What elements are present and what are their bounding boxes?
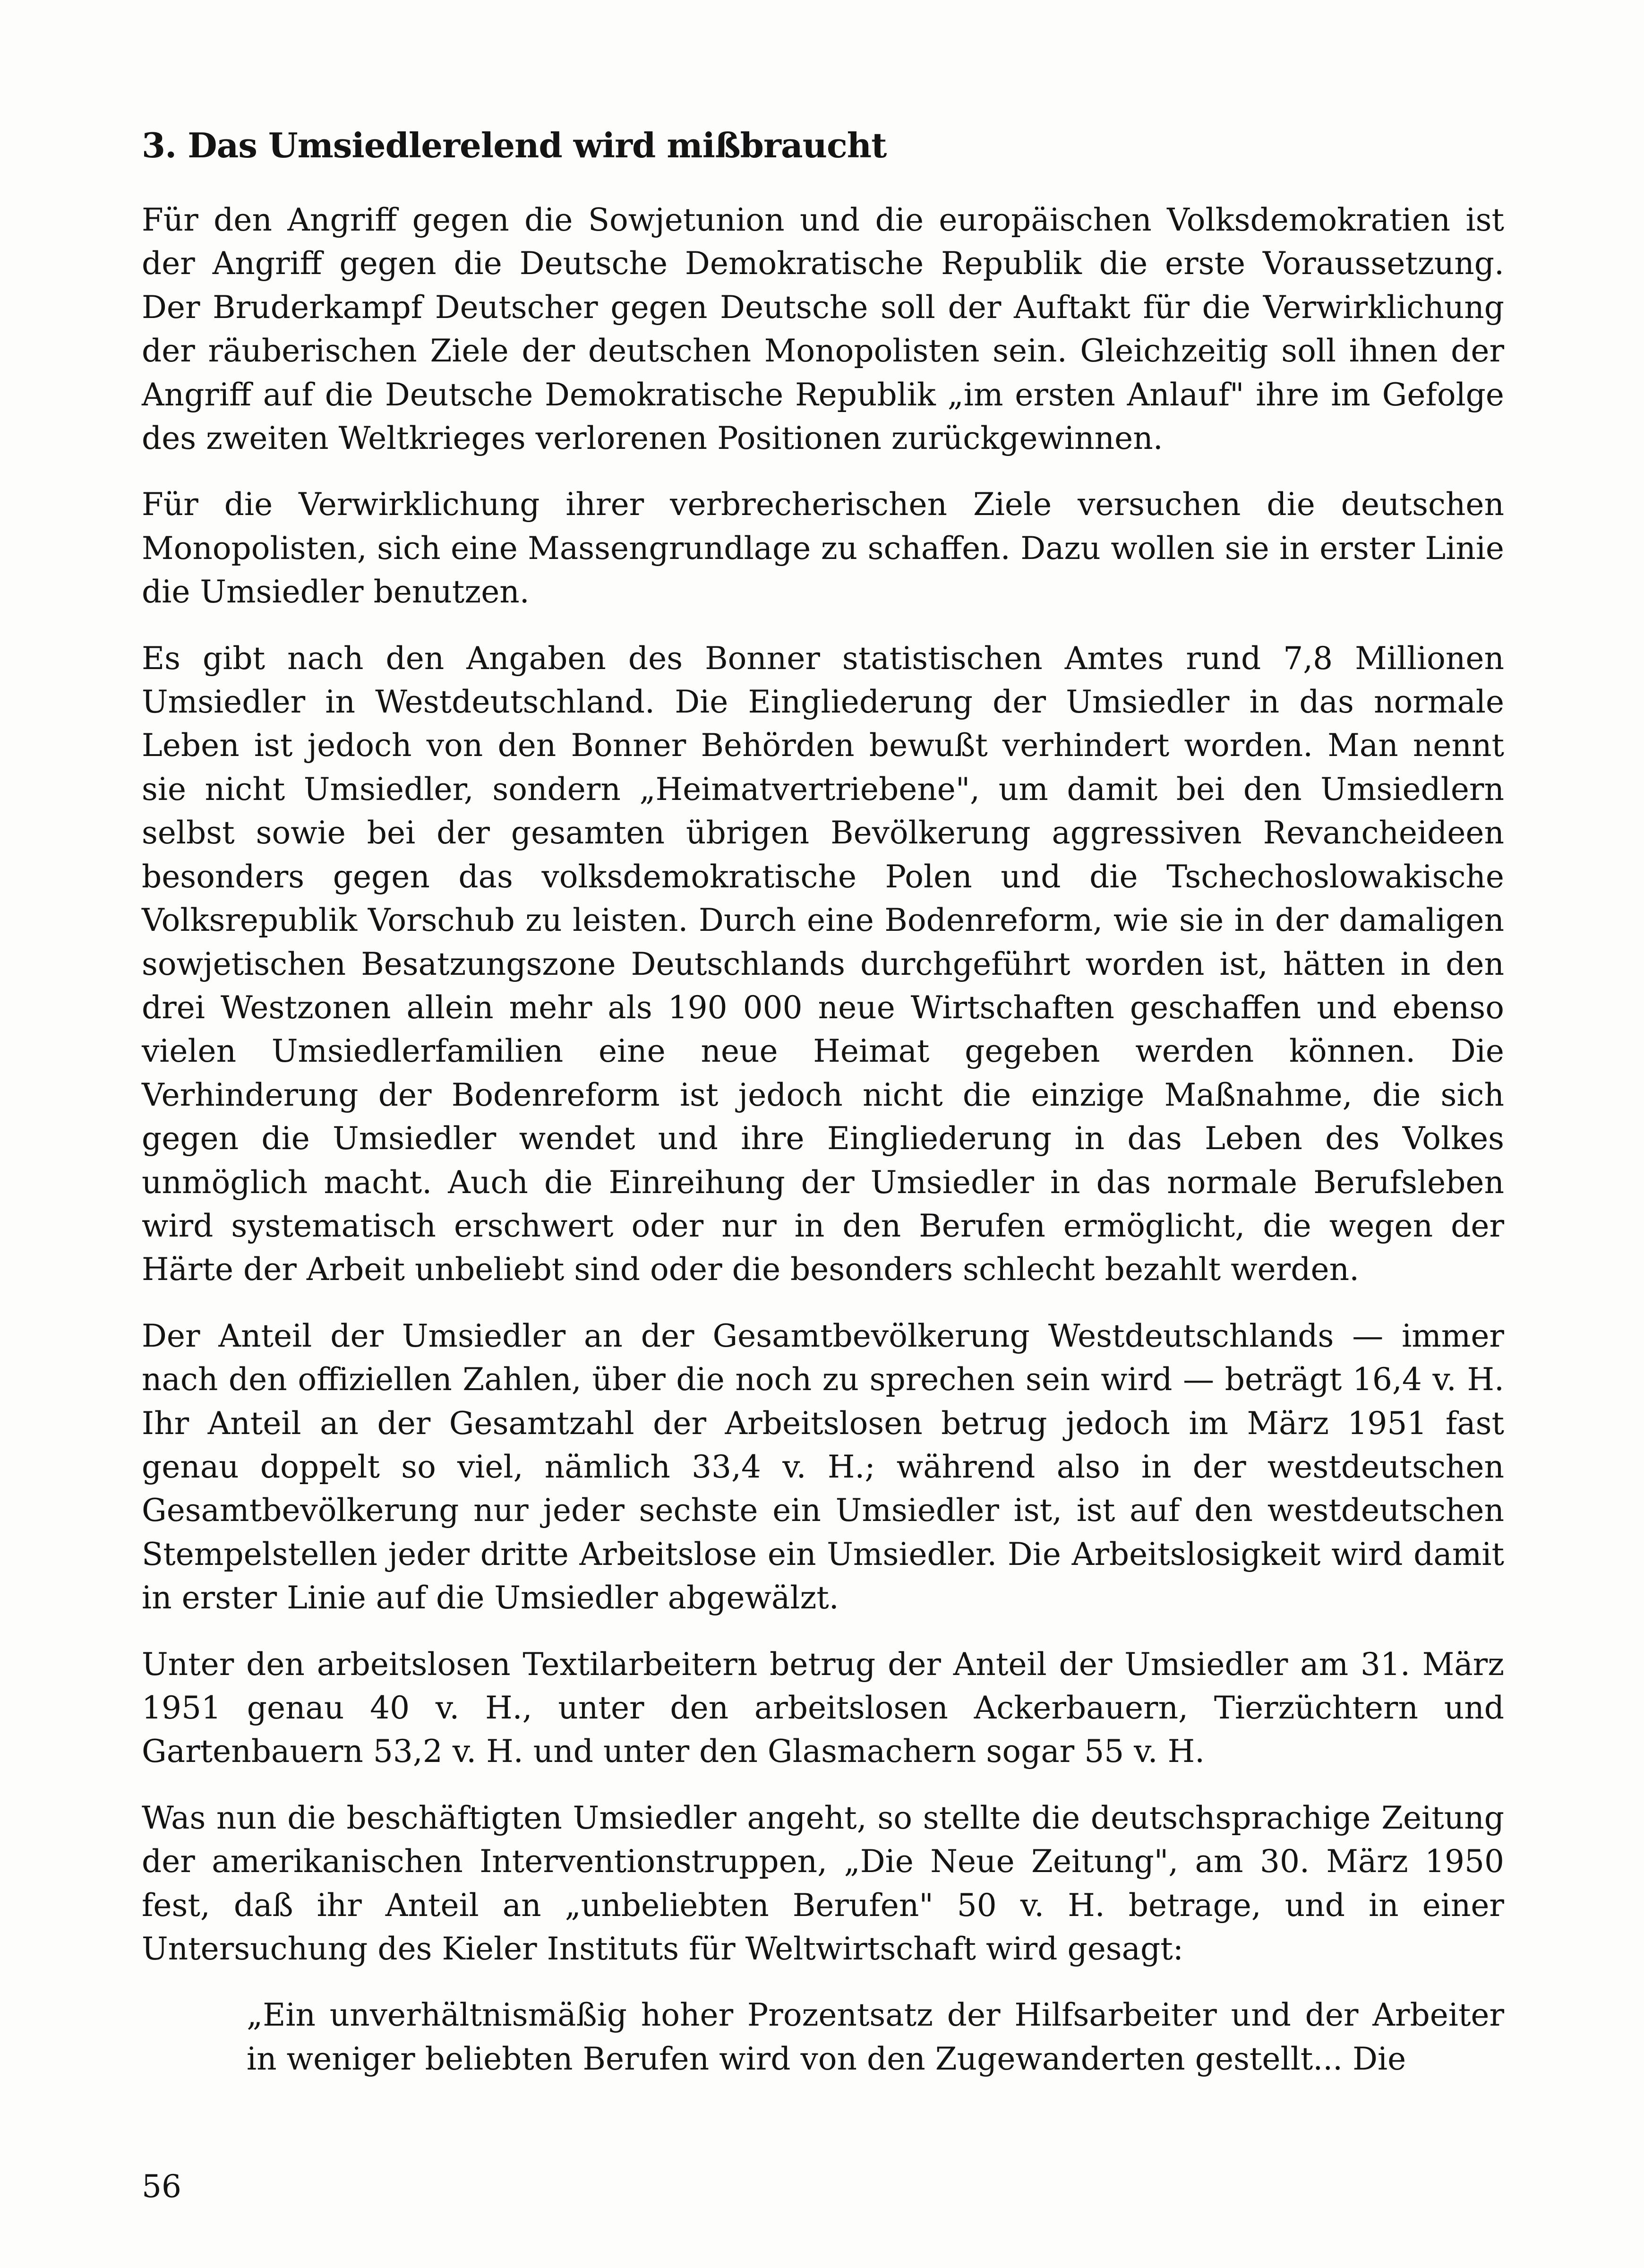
paragraph-1: Für den Angriff gegen die Sowjetunion und die europäischen Volksdemokratien ist der Angriff gegen die Deutsche Demokratische Republik die erste Voraussetzung. Der Bruderkampf Deutscher gegen Deutsche soll der Auftakt für die Verwirklichung der räuberischen Ziele der deutschen Monopolisten sein. Gleichzeitig soll ihnen der Angriff auf die Deutsche Demokratische Republik „im ersten Anlauf" ihre im Gefolge des zweiten Weltkrieges verlorenen Positionen zurückgewinnen. [142,202,1504,457]
section-heading: 3. Das Umsiedlerelend wird mißbraucht [142,125,887,165]
paragraph-6: Was nun die beschäftigten Umsiedler angeht, so stellte die deutschsprachige Zeitung der amerikanischen Interventionstruppen, „Die Neue Zeitung", am 30. März 1950 fest, daß ihr Anteil an „unbeliebten Berufen" 50 v. H. betrage, und in einer Untersuchung des Kieler Instituts für Weltwirtschaft wird gesagt: [142,1799,1504,1967]
paragraph-4: Der Anteil der Umsiedler an der Gesamtbevölkerung Westdeutschlands — immer nach den offiziellen Zahlen, über die noch zu sprechen sein wird — beträgt 16,4 v. H. Ihr Anteil an der Gesamtzahl der Arbeitslosen betrug jedoch im März 1951 fast genau doppelt so viel, nämlich 33,4 v. H.; während also in der westdeutschen Gesamtbevölkerung nur jeder sechste ein Umsiedler ist, ist auf den westdeutschen Stempelstellen jeder dritte Arbeitslose ein Umsiedler. Die Arbeitslosigkeit wird damit in erster Linie auf die Umsiedler abgewälzt. [142,1317,1504,1616]
paragraph-3: Es gibt nach den Angaben des Bonner statistischen Amtes rund 7,8 Millionen Umsiedler in Westdeutschland. Die Eingliederung der Umsiedler in das normale Leben ist jedoch von den Bonner Behörden bewußt verhindert worden. Man nennt sie nicht Umsiedler, sondern „Heimatvertriebene", um damit bei den Umsiedlern selbst sowie bei der gesamten übrigen Bevölkerung aggressiven Revancheideen besonders gegen das volksdemokratische Polen und die Tschechoslowakische Volksrepublik Vorschub zu leisten. Durch eine Bodenreform, wie sie in der damaligen sowjetischen Besatzungszone Deutschlands durchgeführt worden ist, hätten in den drei Westzonen allein mehr als 190 000 neue Wirtschaften geschaffen und ebenso vielen Umsiedlerfamilien eine neue Heimat gegeben werden können. Die Verhinderung der Bodenreform ist jedoch nicht die einzige Maßnahme, die sich gegen die Umsiedler wendet und ihre Eingliederung in das Leben des Volkes unmöglich macht. Auch die Einreihung der Umsiedler in das normale Berufsleben wird systematisch erschwert oder nur in den Berufen ermöglicht, die wegen der Härte der Arbeit unbeliebt sind oder die besonders schlecht bezahlt werden. [142,640,1504,1288]
page-number: 56 [142,2168,181,2205]
block-quote: „Ein unverhältnismäßig hoher Prozentsatz der Hilfsarbeiter und der Arbeiter in weniger beliebten Berufen wird von den Zugewanderten gestellt... Die [247,1997,1504,2077]
paragraph-2: Für die Verwirklichung ihrer verbrecherischen Ziele versuchen die deutschen Monopolisten, sich eine Massengrundlage zu schaffen. Dazu wollen sie in erster Linie die Umsiedler benutzen. [142,486,1504,610]
body-text [142,198,1504,2081]
paragraph-5: Unter den arbeitslosen Textilarbeitern betrug der Anteil der Umsiedler am 31. März 1951 genau 40 v. H., unter den arbeitslosen Ackerbauern, Tierzüchtern und Gartenbauern 53,2 v. H. und unter den Glasmachern sogar 55 v. H. [142,1646,1504,1770]
